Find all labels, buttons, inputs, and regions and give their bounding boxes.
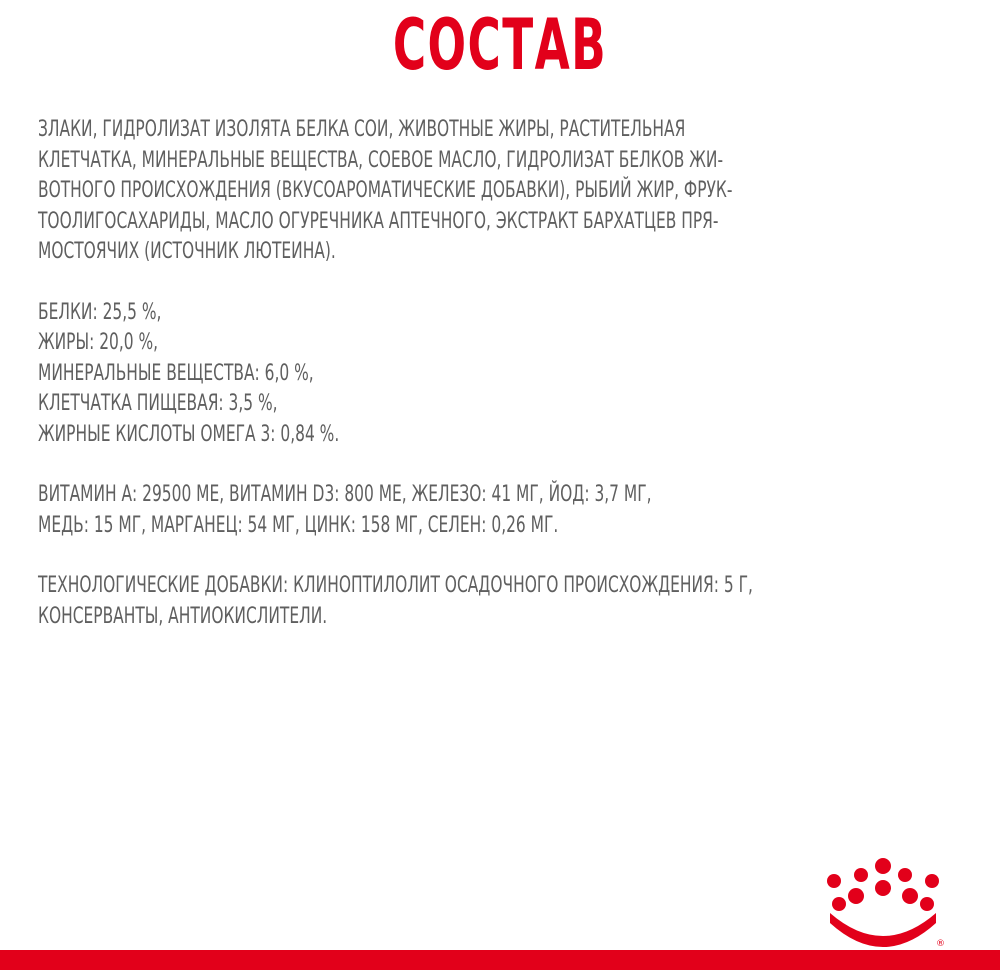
nutrient-item: ЖИРНЫЕ КИСЛОТЫ ОМЕГА 3: 0,84 %. [38,421,340,447]
ingredients-line: ВОТНОГО ПРОИСХОЖДЕНИЯ (ВКУСОАРОМАТИЧЕСКИЕ ДОБАВКИ), РЫБИЙ ЖИР, ФРУК- [38,178,733,203]
page-title: СОСТАВ [392,4,608,86]
composition-text [38,115,974,662]
nutrient-item: ЖИРЫ: 20,0 %, [38,330,159,355]
ingredients-line: КЛЕТЧАТКА, МИНЕРАЛЬНЫЕ ВЕЩЕСТВА, СОЕВОЕ МАСЛО, ГИДРОЛИЗАТ БЕЛКОВ ЖИ- [38,147,724,173]
royal-crown-icon [818,855,948,955]
nutrient-item: МИНЕРАЛЬНЫЕ ВЕЩЕСТВА: 6,0 %, [38,360,314,386]
nutrients-list [38,298,974,451]
ingredients-line: МОСТОЯЧИХ (ИСТОЧНИК ЛЮТЕИНА). [38,239,336,264]
bottom-accent-bar [0,950,1000,970]
ingredients-line: ТООЛИГОСАХАРИДЫ, МАСЛО ОГУРЕЧНИКА АПТЕЧНОГО, ЭКСТРАКТ БАРХАТЦЕВ ПРЯ- [38,208,719,234]
vitamins-line: ВИТАМИН А: 29500 МЕ, ВИТАМИН D3: 800 МЕ, ЖЕЛЕЗО: 41 МГ, ЙОД: 3,7 МГ, [38,482,652,507]
additives-line: КОНСЕРВАНТЫ, АНТИОКИСЛИТЕЛИ. [38,603,328,629]
vitamins-line: МЕДЬ: 15 МГ, МАРГАНЕЦ: 54 МГ, ЦИНК: 158 МГ, СЕЛЕН: 0,26 МГ. [38,512,559,538]
nutrient-item: БЕЛКИ: 25,5 %, [38,299,162,325]
ingredients-paragraph [38,115,974,268]
logo-registered-mark: ® [936,939,945,949]
nutrient-item: КЛЕТЧАТКА ПИЩЕВАЯ: 3,5 %, [38,391,278,416]
ingredients-line: ЗЛАКИ, ГИДРОЛИЗАТ ИЗОЛЯТА БЕЛКА СОИ, ЖИВОТНЫЕ ЖИРЫ, РАСТИТЕЛЬНАЯ [38,117,686,142]
additives-line: ТЕХНОЛОГИЧЕСКИЕ ДОБАВКИ: КЛИНОПТИЛОЛИТ ОСАДОЧНОГО ПРОИСХОЖДЕНИЯ: 5 Г, [38,573,753,598]
additives-paragraph [38,571,974,632]
vitamins-paragraph [38,480,974,541]
